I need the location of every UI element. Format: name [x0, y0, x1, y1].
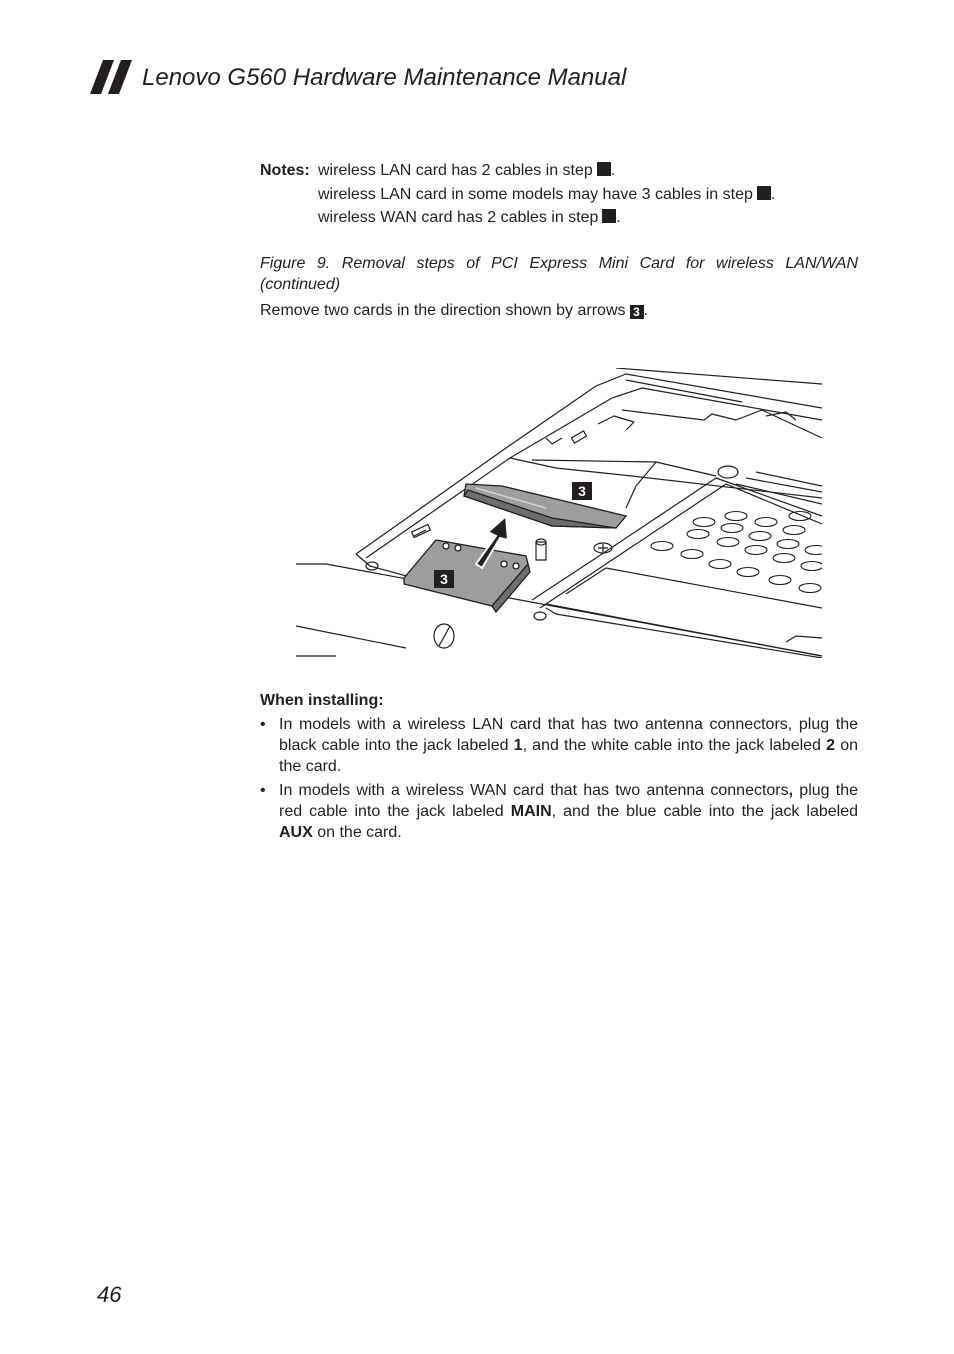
- mini-card-removal-illustration: [296, 368, 822, 658]
- note-line: wireless LAN card in some models may have 3 cables in step .: [318, 185, 776, 203]
- installing-heading: When installing:: [260, 692, 384, 709]
- manual-title: Lenovo G560 Hardware Maintenance Manual: [142, 64, 627, 91]
- upper-mini-card: [464, 484, 626, 528]
- installing-section: [260, 690, 858, 846]
- bullet-icon: •: [260, 716, 266, 733]
- figure-caption: Figure 9. Removal steps of PCI Express Mini Card for wireless LAN/WAN (continued): [260, 255, 858, 293]
- notes-block: [260, 160, 858, 231]
- bullet-icon: •: [260, 782, 266, 799]
- double-slash-logo: [90, 60, 134, 94]
- page-number: 46: [97, 1282, 122, 1307]
- step-badge: 3: [630, 305, 644, 319]
- note-line: wireless LAN card has 2 cables in step .: [318, 162, 616, 179]
- step-marker-icon: [602, 209, 616, 223]
- list-item: • In models with a wireless WAN card that has two antenna connectors, plug the red cable into the jack labeled MAIN, and the blue cable into the jack labeled AUX on the card.: [260, 782, 858, 841]
- callout-label: 3: [578, 483, 586, 499]
- callout-badge: [572, 482, 592, 500]
- step-marker-icon: [597, 162, 611, 176]
- note-line: wireless WAN card has 2 cables in step .: [318, 209, 621, 226]
- callout-label: 3: [440, 571, 448, 587]
- lower-mini-card: [404, 540, 530, 612]
- step-marker-icon: [757, 186, 771, 200]
- notes-label: Notes:: [260, 162, 310, 179]
- callout-badge: [434, 570, 454, 588]
- list-item: • In models with a wireless LAN card that has two antenna connectors, plug the black cable into the jack labeled 1, and the white cable into the jack labeled 2 on the card.: [260, 716, 858, 775]
- removal-instruction: Remove two cards in the direction shown by arrows 3 .: [260, 302, 648, 319]
